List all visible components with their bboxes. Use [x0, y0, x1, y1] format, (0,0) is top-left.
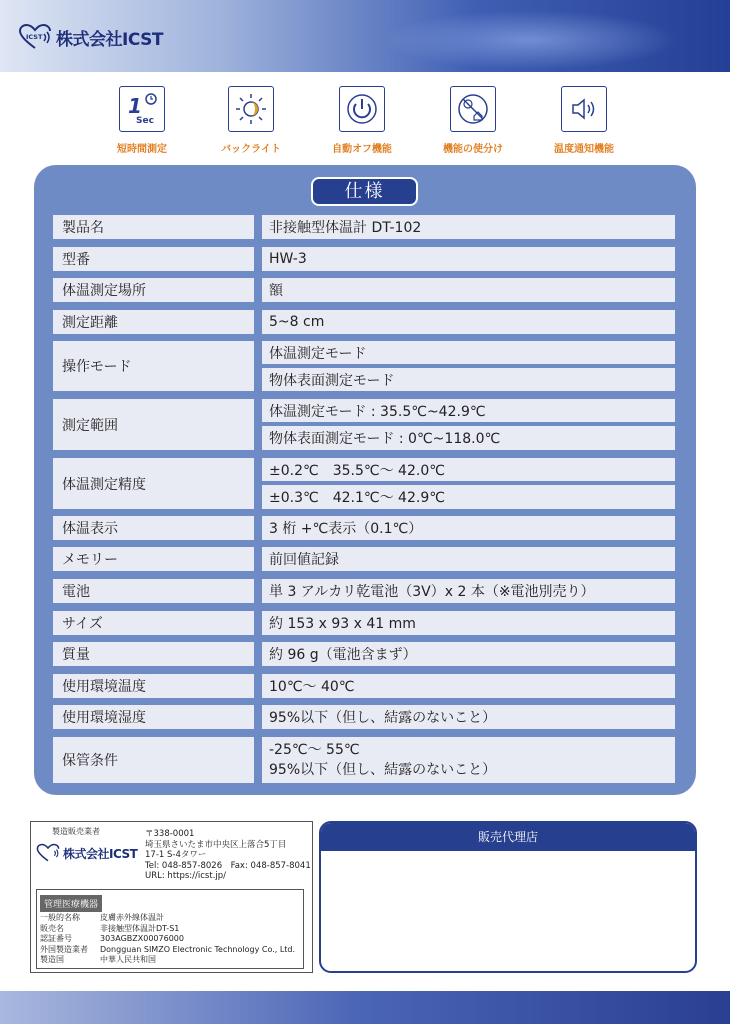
feature-temp-alert [529, 86, 639, 155]
feature-label: 機能の使分け [443, 144, 503, 155]
sales-agent-box [319, 821, 697, 973]
feature-mode-switch [418, 86, 528, 155]
address-line: 〒338-0001 [145, 829, 195, 839]
feature-big-text: 1 [128, 94, 142, 118]
feature-list [0, 86, 730, 156]
registration-table [40, 913, 295, 966]
feature-backlight [196, 86, 306, 155]
registration-key: 販売名 [40, 923, 64, 933]
registration-row [40, 913, 295, 924]
spec-value: ±0.3℃ 42.1℃～ 42.9℃ [262, 485, 675, 509]
power-icon [339, 86, 385, 132]
brand-name: 株式会社ICST [56, 29, 163, 50]
spec-title: 仕様 [311, 177, 418, 206]
registration-value: 303AGBZX00076000 [100, 934, 184, 943]
registration-row [40, 924, 295, 935]
spec-label: 体温測定場所 [53, 278, 254, 302]
brand-logo [18, 24, 163, 50]
spec-value: 約 153 x 93 x 41 mm [262, 611, 675, 635]
spec-value: -25℃～ 55℃ 95%以下（但し、結露のないこと） [262, 737, 675, 783]
spec-label: 体温測定精度 [53, 458, 254, 509]
registration-value: 中華人民共和国 [100, 955, 156, 964]
logo-mark-text: ICST [26, 33, 43, 41]
registration-value: 皮膚赤外線体温計 [100, 913, 164, 922]
feature-label: 短時間測定 [117, 144, 167, 155]
spec-label: 測定距離 [53, 310, 254, 334]
registration-key: 外国製造業者 [40, 944, 88, 954]
registration-title: 管理医療機器 [40, 895, 102, 912]
spec-value: 体温測定モード : 35.5℃~42.9℃ [262, 399, 675, 422]
spec-value: 3 桁 +℃表示（0.1℃） [262, 516, 675, 540]
spec-label: 測定範囲 [53, 399, 254, 450]
footer-band [0, 991, 730, 1024]
manufacturer-name: 株式会社ICST [63, 846, 138, 861]
sales-agent-title: 販売代理店 [321, 823, 695, 851]
spec-value: 体温測定モード [262, 341, 675, 364]
address-line: URL: https://icst.jp/ [145, 871, 227, 881]
registration-key: 認証番号 [40, 934, 72, 943]
registration-key: 一般的名称 [40, 913, 80, 922]
registration-value: 非接触型体温計DT-S1 [100, 923, 180, 933]
feature-small-text: Sec [136, 116, 154, 126]
manufacturer-title: 製造販売業者 [52, 827, 100, 836]
registration-row [40, 934, 295, 945]
spec-value: 約 96 g（電池含まず） [262, 642, 675, 666]
heart-wave-logo-icon [18, 24, 52, 50]
header-banner [0, 0, 730, 72]
address-line: 17-1 S-4タワー [145, 850, 207, 860]
spec-label: 電池 [53, 579, 254, 603]
spec-label: 質量 [53, 642, 254, 666]
spec-label: 保管条件 [53, 737, 254, 783]
spec-value: 物体表面測定モード : 0℃~118.0℃ [262, 426, 675, 450]
sun-moon-icon [228, 86, 274, 132]
address-line: Tel: 048-857-8026 Fax: 048-857-8041 [145, 860, 311, 871]
spec-value: 単 3 アルカリ乾電池（3V）x 2 本（※電池別売り） [262, 579, 675, 603]
spec-value: 非接触型体温計 DT-102 [262, 215, 675, 239]
spec-value: 95%以下（但し、結露のないこと） [262, 705, 675, 729]
feature-quick-measure [87, 86, 197, 155]
spec-label: 操作モード [53, 341, 254, 391]
face-home-icon [450, 86, 496, 132]
feature-label: 温度通知機能 [554, 144, 614, 155]
registration-row [40, 955, 295, 966]
spec-value: 前回値記録 [262, 547, 675, 571]
spec-label: 製品名 [53, 215, 254, 239]
one-second-clock-icon [119, 86, 165, 132]
spec-value: 物体表面測定モード [262, 368, 675, 391]
spec-value: HW-3 [262, 247, 675, 271]
spec-value: ±0.2℃ 35.5℃～ 42.0℃ [262, 458, 675, 481]
registration-row [40, 945, 295, 956]
address-line: 埼玉県さいたま市中央区上落合5丁目 [145, 839, 287, 850]
spec-value: 額 [262, 278, 675, 302]
spec-label: 体温表示 [53, 516, 254, 540]
spec-label: メモリー [53, 547, 254, 571]
spec-label: サイズ [53, 611, 254, 635]
manufacturer-logo [36, 843, 137, 863]
spec-label: 型番 [53, 247, 254, 271]
feature-label: バックライト [221, 144, 281, 155]
world-map-glow [380, 10, 680, 70]
feature-auto-off [307, 86, 417, 155]
feature-label: 自動オフ機能 [332, 144, 392, 155]
spec-value: 5~8 cm [262, 310, 675, 334]
registration-key: 製造国 [40, 955, 64, 964]
manufacturer-address [145, 829, 311, 882]
spec-label: 使用環境湿度 [53, 705, 254, 729]
speaker-icon [561, 86, 607, 132]
spec-value: 10℃～ 40℃ [262, 674, 675, 698]
spec-label: 使用環境温度 [53, 674, 254, 698]
registration-value: Dongguan SIMZO Electronic Technology Co., Ltd. [100, 944, 296, 954]
heart-wave-logo-icon [36, 843, 60, 863]
